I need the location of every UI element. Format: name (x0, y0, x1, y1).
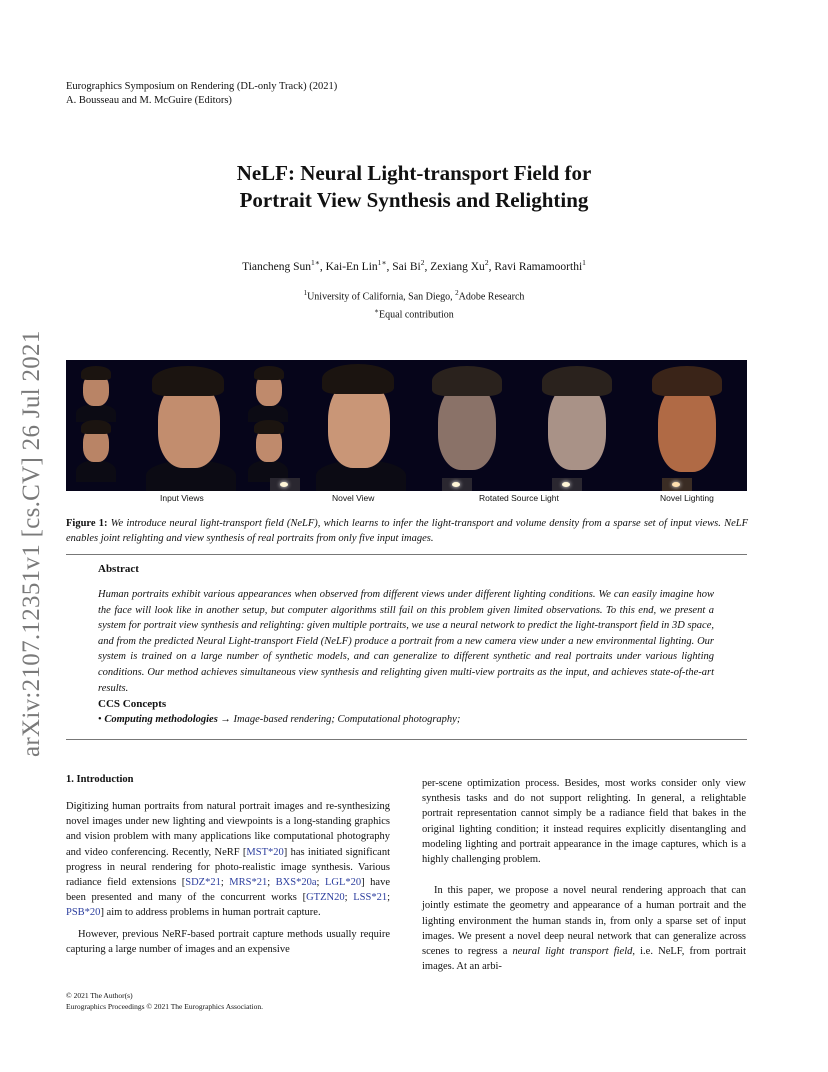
abstract-heading: Abstract (98, 563, 139, 575)
ccs-heading: CCS Concepts (98, 698, 167, 710)
affil-sup-star: ∗ (374, 307, 380, 316)
citation-link[interactable]: MST*20 (246, 846, 284, 858)
affil-ucsd: University of California, San Diego, (307, 291, 456, 303)
label-input-views: Input Views (160, 493, 204, 503)
envmap-thumb-4 (662, 478, 692, 491)
affiliations (0, 286, 828, 323)
author-5-sup: 1 (582, 258, 586, 267)
affil-sup-1: 1 (303, 289, 308, 297)
text-run: , i.e. NeLF, from portrait images. At an arbi- (422, 946, 746, 973)
figure-caption (66, 516, 748, 546)
title-line-1: NeLF: Neural Light-transport Field for (236, 161, 592, 185)
label-rotated-source-light: Rotated Source Light (479, 493, 559, 503)
text-run: In this paper, we propose a novel neural rendering approach that can jointly estimate the geometry and appearance of a human portrait and the lighting environment the human stands in, from only a sparse set of input images. We present a novel deep neural network that can generalize across scenes to regress a (422, 885, 746, 958)
text-run: ; (316, 877, 325, 889)
label-novel-view: Novel View (332, 493, 375, 503)
author-1-sup: 1∗ (310, 258, 320, 267)
label-novel-lighting: Novel Lighting (660, 493, 714, 503)
section-heading: 1. Introduction (66, 774, 134, 785)
intro-paragraph-2: However, previous NeRF-based portrait capture methods usually require capturing a large number of images and an expensive (66, 928, 390, 955)
caption-label: Figure 1: (66, 518, 108, 529)
envmap-thumb-3 (552, 478, 582, 491)
copyright-line-2: Eurographics Proceedings © 2021 The Eurographics Association. (66, 1002, 263, 1011)
ccs-rest: Image-based rendering; Computational photography; (233, 714, 461, 725)
ccs-primary: Computing methodologies (104, 714, 218, 725)
teaser-figure (66, 360, 747, 491)
venue-line: Eurographics Symposium on Rendering (DL-only Track) (2021) (66, 81, 338, 92)
ccs-concepts (98, 714, 460, 725)
citation-link[interactable]: BXS*20a (275, 877, 317, 889)
author-3: , Sai Bi (386, 260, 421, 273)
text-run: ] have been presented and many of the concurrent works [ (66, 877, 390, 904)
abstract-text: Human portraits exhibit various appearances when observed from different views under different lighting conditions. We can easily imagine how the face will look like in another setup, but computer algorithms still fail on this problem given limited observations. To this end, we present a system for portrait view synthesis and relighting: given multiple portraits, we use a neural network to predict the light-transport field in 3D space, and from the predicted Neural Light-transport Field (NeLF) produce a portrait from a new camera view under a new environmental lighting. Our system is trained on a large number of synthetic models, and can generalize to different synthetic and real portraits under various lighting conditions. Our method achieves simultaneous view synthesis and relighting given multi-view portraits as the input, and achieves state-of-the-art results. (98, 589, 714, 694)
affil-adobe: Adobe Research (458, 291, 525, 303)
citation-link[interactable]: PSB*20 (66, 907, 101, 919)
text-run: ] aim to address problems in human portrait capture. (100, 907, 321, 919)
editors-line: A. Bousseau and M. McGuire (Editors) (66, 95, 232, 106)
intro-paragraph-4 (422, 883, 746, 974)
author-4: , Zexiang Xu (424, 260, 485, 273)
ccs-arrow: → (217, 714, 234, 725)
text-run: Digitizing human portraits from natural portrait images and re-synthesizing novel images under new lighting and viewpoints is a long-standing graphics and vision problem with many applications like computational photography and video conferencing. Recently, NeRF [ (66, 801, 390, 858)
emphasis-nelf: neural light transport field (512, 946, 633, 958)
copyright-line-1: © 2021 The Author(s) (66, 991, 133, 1000)
title-line-2: Portrait View Synthesis and Relighting (239, 188, 589, 212)
affiliation-line (0, 286, 828, 304)
arxiv-sidebar: arXiv:2107.12351v1 [cs.CV] 26 Jul 2021 (18, 330, 45, 757)
author-2: , Kai-En Lin (319, 260, 378, 273)
author-list (0, 258, 828, 273)
equal-contribution-line (0, 304, 828, 322)
copyright-footer (66, 990, 263, 1012)
citation-link[interactable]: SDZ*21 (185, 877, 221, 889)
caption-text: We introduce neural light-transport field (NeLF), which learns to infer the light-transport and volume density from a sparse set of input views. NeLF enables joint relighting and view synthesis of real portraits from only five input images. (66, 518, 748, 544)
author-4-sup: 2 (484, 258, 489, 267)
author-1: Tiancheng Sun (242, 260, 311, 273)
intro-paragraph-3: per-scene optimization process. Besides, most works consider only view synthesis tasks and do not support relighting. In general, a relightable portrait representation cannot simply be a radiance field that bakes in the original lighting condition; it instead requires explicitly disentangling and modeling lighting and portrait appearance in the image captures, which is a highly challenging problem. (422, 778, 746, 866)
left-column (66, 799, 390, 957)
envmap-thumb-2 (442, 478, 472, 491)
text-run: ; (267, 877, 276, 889)
author-2-sup: 1∗ (377, 258, 387, 267)
text-run: ; (344, 892, 354, 904)
divider-bottom (66, 739, 747, 740)
text-run: ; (220, 877, 230, 889)
citation-link[interactable]: LGL*20 (324, 877, 362, 889)
equal-contribution: Equal contribution (379, 309, 454, 321)
envmap-thumb-1 (270, 478, 300, 491)
citation-link[interactable]: GTZN20 (306, 892, 345, 904)
author-5: , Ravi Ramamoorthi (488, 260, 583, 273)
divider-top (66, 554, 747, 555)
intro-paragraph-1 (66, 799, 390, 921)
author-3-sup: 2 (420, 258, 425, 267)
paper-title (0, 160, 828, 214)
text-run: ; (387, 892, 390, 904)
citation-link[interactable]: LSS*21 (353, 892, 388, 904)
affil-sup-2: 2 (455, 289, 459, 297)
text-run: ] has initiated significant progress in neural rendering for photo-realistic image synthesis. Various radiance field extensions [ (66, 846, 390, 889)
ccs-bullet: • (98, 714, 105, 725)
venue-header (66, 80, 337, 108)
citation-link[interactable]: MRS*21 (229, 877, 268, 889)
right-column (422, 776, 746, 974)
